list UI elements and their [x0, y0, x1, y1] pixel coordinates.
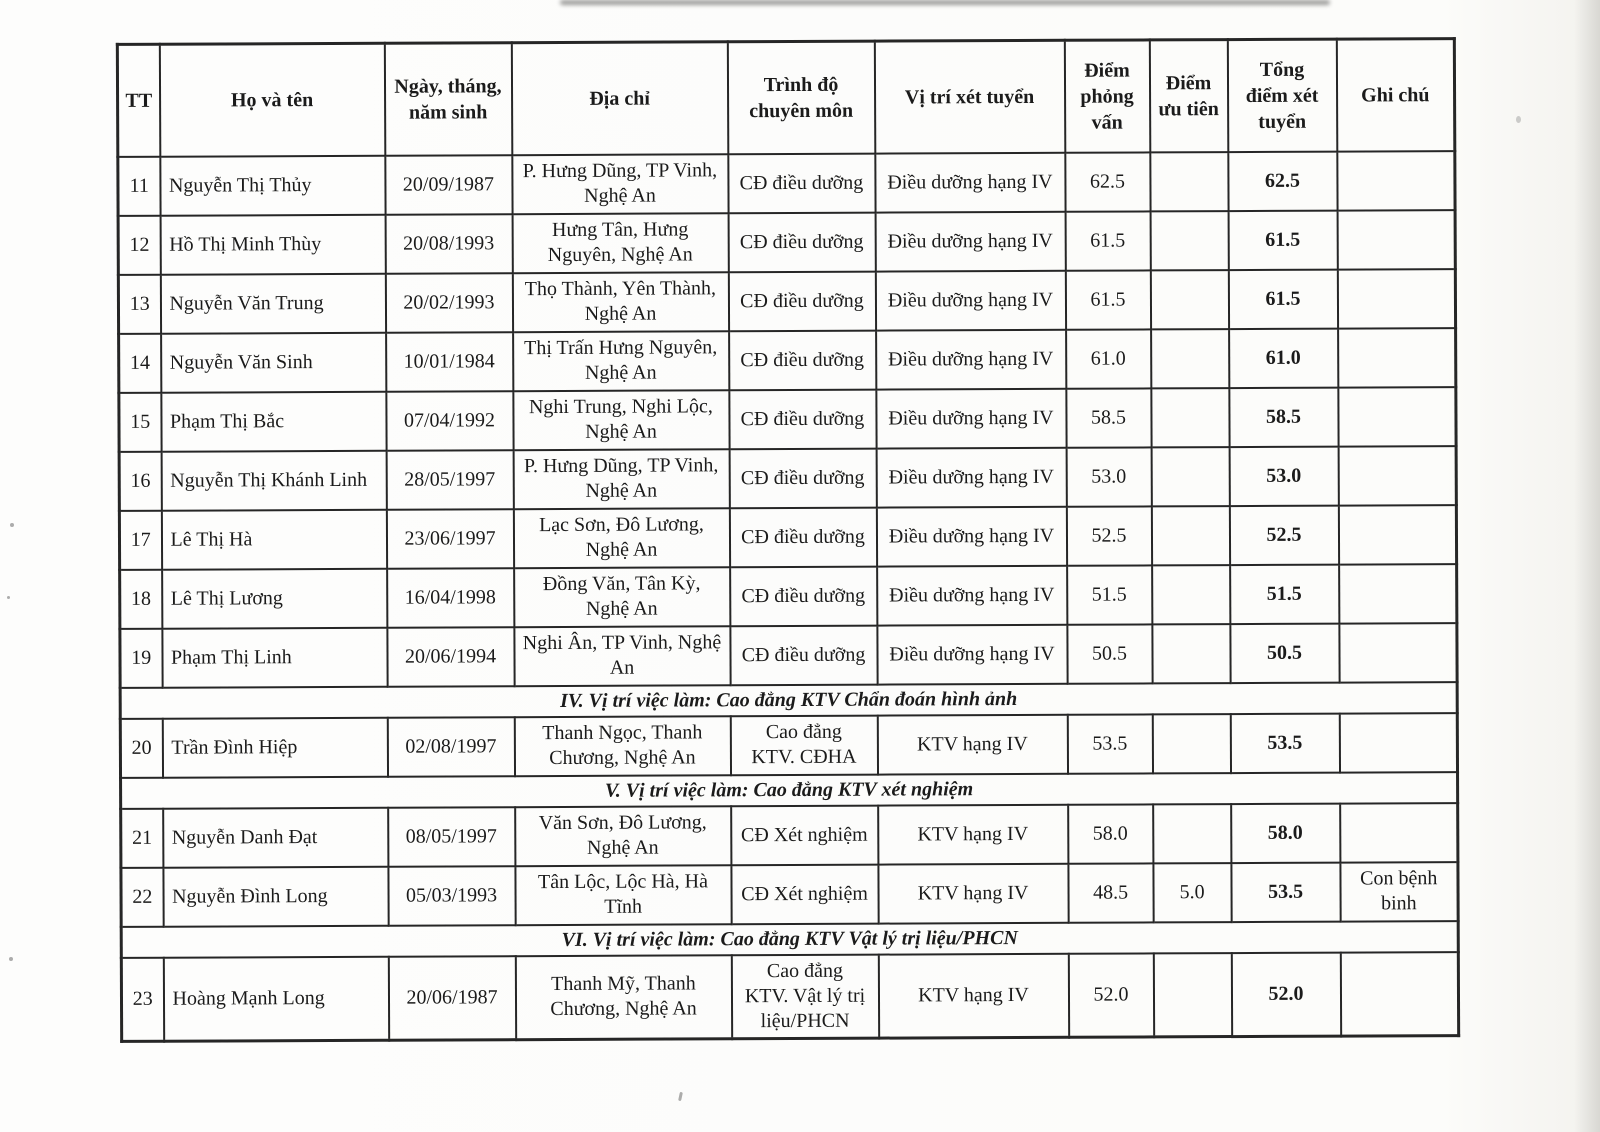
cell-qualification: CĐ Xét nghiệm [731, 805, 878, 865]
table-body [118, 151, 1459, 1041]
scan-speck [1516, 116, 1521, 123]
cell-address: Lạc Sơn, Đô Lương, Nghệ An [513, 508, 729, 568]
table-row [121, 862, 1458, 927]
cell-name: Nguyễn Thị Khánh Linh [161, 450, 386, 510]
header-row [117, 39, 1454, 157]
cell-total_score: 58.0 [1231, 803, 1340, 862]
cell-name: Nguyễn Văn Sinh [161, 332, 386, 392]
table-row [120, 713, 1457, 778]
cell-total_score: 61.5 [1228, 210, 1337, 269]
table-row [119, 446, 1456, 511]
cell-interview_score: 52.5 [1066, 506, 1151, 565]
cell-position: KTV hạng IV [878, 804, 1068, 864]
cell-interview_score: 50.5 [1067, 624, 1152, 683]
cell-priority_score [1150, 152, 1228, 211]
cell-qualification: CĐ điều dưỡng [728, 212, 875, 272]
scan-speck [7, 596, 10, 599]
cell-tt: 17 [119, 510, 161, 569]
cell-name: Nguyễn Đình Long [163, 866, 388, 926]
col-header-address: Địa chỉ [511, 42, 727, 155]
recruitment-results-table [116, 37, 1460, 1042]
cell-address: P. Hưng Dũng, TP Vinh, Nghệ An [512, 154, 728, 214]
cell-dob: 20/06/1994 [387, 627, 514, 687]
scan-edge-shadow [1574, 0, 1600, 1132]
cell-dob: 02/08/1997 [387, 717, 514, 777]
cell-total_score: 53.5 [1230, 713, 1339, 772]
cell-qualification: CĐ Xét nghiệm [731, 864, 878, 924]
cell-tt: 21 [121, 808, 163, 867]
col-header-dob: Ngày, tháng, năm sinh [384, 43, 511, 156]
cell-priority_score [1153, 953, 1231, 1037]
cell-qualification: CĐ điều dưỡng [730, 625, 877, 685]
scan-smudge [560, 0, 1330, 5]
cell-position: KTV hạng IV [878, 953, 1068, 1037]
cell-qualification: CĐ điều dưỡng [728, 153, 875, 213]
cell-address: Thị Trấn Hưng Nguyên, Nghệ An [513, 331, 729, 391]
cell-note [1338, 328, 1456, 388]
cell-tt: 12 [118, 215, 160, 274]
table-row [119, 505, 1456, 570]
cell-position: Điều dưỡng hạng IV [876, 388, 1066, 448]
section-header-label: IV. Vị trí việc làm: Cao đẳng KTV Chẩn đoán hình ảnh [120, 682, 1457, 719]
cell-name: Nguyễn Văn Trung [160, 273, 385, 333]
col-header-interview-score: Điểm phỏng vấn [1064, 40, 1149, 152]
table-row [121, 803, 1458, 868]
cell-address: Đồng Văn, Tân Kỳ, Nghệ An [514, 567, 730, 627]
col-header-note: Ghi chú [1336, 39, 1454, 152]
cell-total_score: 53.0 [1229, 446, 1338, 505]
cell-note [1337, 210, 1455, 270]
cell-position: Điều dưỡng hạng IV [875, 152, 1065, 212]
table-row [118, 210, 1455, 275]
cell-note [1337, 151, 1455, 211]
cell-tt: 23 [121, 957, 163, 1041]
cell-total_score: 61.0 [1229, 328, 1338, 387]
cell-interview_score: 61.5 [1065, 211, 1150, 270]
col-header-name: Họ và tên [159, 43, 384, 156]
cell-interview_score: 53.5 [1067, 714, 1152, 773]
cell-qualification: Cao đẳng KTV. Vật lý trị liệu/PHCN [731, 954, 878, 1038]
cell-position: Điều dưỡng hạng IV [876, 329, 1066, 389]
cell-position: Điều dưỡng hạng IV [877, 624, 1067, 684]
cell-note [1339, 623, 1457, 683]
cell-total_score: 53.5 [1231, 862, 1340, 921]
cell-interview_score: 61.0 [1066, 329, 1151, 388]
cell-name: Lê Thị Lương [162, 568, 387, 628]
cell-note [1339, 564, 1457, 624]
cell-name: Trần Đình Hiệp [162, 717, 387, 777]
cell-note [1338, 387, 1456, 447]
cell-priority_score [1152, 714, 1230, 773]
cell-note [1339, 713, 1457, 773]
cell-address: Thọ Thành, Yên Thành, Nghệ An [512, 272, 728, 332]
cell-tt: 19 [120, 628, 162, 687]
table-row [119, 328, 1456, 393]
cell-priority_score [1151, 506, 1229, 565]
cell-dob: 05/03/1993 [388, 866, 515, 926]
section-header-label: VI. Vị trí việc làm: Cao đẳng KTV Vật lý trị liệu/PHCN [121, 921, 1458, 958]
cell-note [1340, 803, 1458, 863]
col-header-qualification: Trình độ chuyên môn [727, 41, 874, 154]
cell-name: Phạm Thị Linh [162, 627, 387, 687]
cell-dob: 07/04/1992 [386, 391, 513, 451]
cell-qualification: CĐ điều dưỡng [729, 507, 876, 567]
cell-address: Văn Sơn, Đô Lương, Nghệ An [515, 806, 731, 866]
cell-interview_score: 62.5 [1065, 152, 1150, 211]
cell-address: Thanh Ngọc, Thanh Chương, Nghệ An [514, 716, 730, 776]
cell-position: Điều dưỡng hạng IV [876, 447, 1066, 507]
table-row [121, 952, 1458, 1041]
cell-name: Nguyễn Thị Thủy [160, 155, 385, 215]
col-header-tt: TT [117, 44, 159, 156]
table-row [119, 387, 1456, 452]
table-row [120, 623, 1457, 688]
cell-total_score: 50.5 [1230, 623, 1339, 682]
cell-position: KTV hạng IV [877, 714, 1067, 774]
col-header-total-score: Tổng điểm xét tuyển [1227, 39, 1336, 151]
cell-dob: 10/01/1984 [386, 332, 513, 392]
table-row [118, 269, 1455, 334]
cell-priority_score [1152, 624, 1230, 683]
cell-address: P. Hưng Dũng, TP Vinh, Nghệ An [513, 449, 729, 509]
cell-total_score: 51.5 [1230, 564, 1339, 623]
cell-priority_score [1151, 447, 1229, 506]
cell-address: Hưng Tân, Hưng Nguyên, Nghệ An [512, 213, 728, 273]
cell-address: Nghi Ân, TP Vinh, Nghệ An [514, 626, 730, 686]
cell-tt: 15 [119, 392, 161, 451]
cell-position: Điều dưỡng hạng IV [876, 506, 1066, 566]
cell-qualification: CĐ điều dưỡng [730, 566, 877, 626]
cell-dob: 20/09/1987 [385, 155, 512, 215]
cell-tt: 22 [121, 867, 163, 926]
table-row [118, 151, 1455, 216]
cell-interview_score: 53.0 [1066, 447, 1151, 506]
cell-total_score: 52.0 [1231, 952, 1340, 1036]
cell-total_score: 61.5 [1228, 269, 1337, 328]
cell-tt: 18 [120, 569, 162, 628]
cell-dob: 20/08/1993 [385, 214, 512, 274]
cell-position: Điều dưỡng hạng IV [877, 565, 1067, 625]
cell-name: Hồ Thị Minh Thùy [160, 214, 385, 274]
cell-total_score: 58.5 [1229, 387, 1338, 446]
cell-note [1338, 505, 1456, 565]
cell-note: Con bệnh binh [1340, 862, 1458, 922]
cell-tt: 11 [118, 156, 160, 215]
cell-name: Hoàng Mạnh Long [163, 956, 388, 1040]
cell-priority_score [1150, 211, 1228, 270]
cell-priority_score [1151, 388, 1229, 447]
cell-tt: 14 [119, 333, 161, 392]
cell-position: Điều dưỡng hạng IV [875, 270, 1065, 330]
cell-qualification: CĐ điều dưỡng [729, 389, 876, 449]
cell-name: Nguyễn Danh Đạt [163, 807, 388, 867]
cell-qualification: CĐ điều dưỡng [729, 448, 876, 508]
cell-position: Điều dưỡng hạng IV [875, 211, 1065, 271]
cell-qualification: Cao đẳng KTV. CĐHA [730, 715, 877, 775]
cell-dob: 23/06/1997 [386, 509, 513, 569]
cell-dob: 08/05/1997 [388, 807, 515, 867]
table-row [120, 564, 1457, 629]
table-header [117, 39, 1454, 157]
cell-interview_score: 51.5 [1067, 565, 1152, 624]
col-header-priority-score: Điểm ưu tiên [1149, 40, 1227, 152]
cell-address: Tân Lộc, Lộc Hà, Hà Tĩnh [515, 865, 731, 925]
cell-tt: 13 [118, 274, 160, 333]
cell-dob: 16/04/1998 [387, 568, 514, 628]
cell-name: Lê Thị Hà [161, 509, 386, 569]
cell-address: Thanh Mỹ, Thanh Chương, Nghệ An [515, 955, 731, 1039]
cell-note [1340, 952, 1458, 1036]
cell-note [1337, 269, 1455, 329]
section-header-label: V. Vị trí việc làm: Cao đẳng KTV xét nghiệm [121, 772, 1458, 809]
cell-dob: 20/02/1993 [385, 273, 512, 333]
cell-priority_score [1150, 270, 1228, 329]
cell-total_score: 62.5 [1228, 151, 1337, 210]
scan-speck [9, 957, 13, 961]
cell-dob: 28/05/1997 [386, 450, 513, 510]
cell-priority_score [1152, 565, 1230, 624]
cell-address: Nghi Trung, Nghi Lộc, Nghệ An [513, 390, 729, 450]
cell-interview_score: 58.5 [1066, 388, 1151, 447]
cell-interview_score: 58.0 [1068, 804, 1153, 863]
cell-dob: 20/06/1987 [388, 956, 515, 1040]
cell-interview_score: 52.0 [1068, 953, 1153, 1037]
cell-name: Phạm Thị Bắc [161, 391, 386, 451]
scan-speck [10, 523, 14, 527]
scan-speck [678, 1092, 683, 1101]
cell-priority_score [1151, 329, 1229, 388]
col-header-position: Vị trí xét tuyển [874, 40, 1064, 153]
cell-priority_score [1153, 804, 1231, 863]
cell-priority_score: 5.0 [1153, 863, 1231, 922]
cell-total_score: 52.5 [1229, 505, 1338, 564]
cell-position: KTV hạng IV [878, 863, 1068, 923]
cell-tt: 20 [120, 718, 162, 777]
cell-interview_score: 61.5 [1065, 270, 1150, 329]
cell-note [1338, 446, 1456, 506]
cell-interview_score: 48.5 [1068, 863, 1153, 922]
cell-qualification: CĐ điều dưỡng [729, 330, 876, 390]
cell-qualification: CĐ điều dưỡng [728, 271, 875, 331]
cell-tt: 16 [119, 451, 161, 510]
